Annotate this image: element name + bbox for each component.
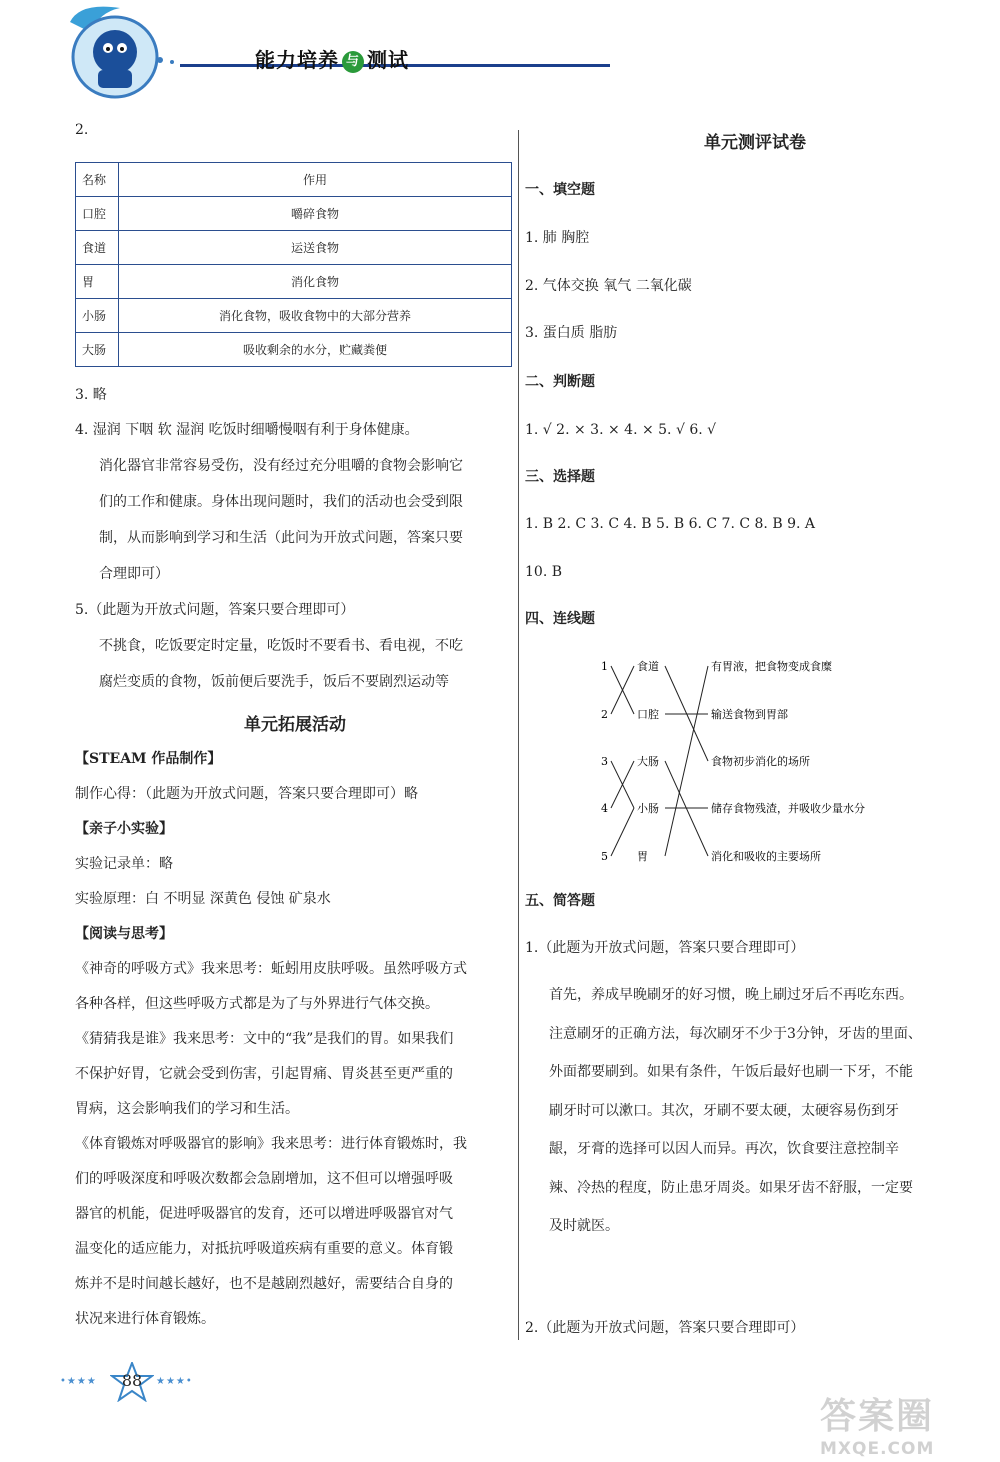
experiment-record: 实验记录单：略 (75, 856, 173, 872)
reading-line: 《猜猜我是谁》我来思考：文中的“我”是我们的胃。如果我们 (75, 1031, 454, 1047)
watermark-logo (820, 1388, 990, 1458)
header-title-right: 测试 (367, 48, 409, 72)
match-line (611, 808, 634, 856)
column-divider (518, 130, 519, 1340)
fill-answer: 1. 肺 胸腔 (525, 230, 590, 246)
table-cell: 胃 (76, 265, 119, 299)
reading-heading: 【阅读与思考】 (75, 926, 173, 942)
extension-title: 单元拓展活动 (244, 715, 346, 735)
match-function: 食物初步消化的场所 (711, 755, 810, 768)
match-number: 2 (601, 708, 608, 721)
fill-answer: 2. 气体交换 氧气 二氧化碳 (525, 278, 692, 294)
steam-text: 制作心得：（此题为开放式问题，答案只要合理即可）略 (75, 786, 418, 802)
table-cell: 运送食物 (119, 231, 512, 265)
short-line: 外面都要刷到。如果有条件，午饭后最好也刷一下牙，不能 (549, 1064, 913, 1080)
short-q1-answer (525, 976, 970, 1246)
header-title-left: 能力培养 (255, 48, 339, 72)
q3-answer: 3. 略 (75, 387, 107, 403)
choice-answers: 1. B 2. C 3. C 4. B 5. B 6. C 7. C 8. B 9. A (525, 516, 815, 532)
table-cell: 口腔 (76, 197, 119, 231)
table-cell: 大肠 (76, 333, 119, 367)
q4-line: 们的工作和健康。身体出现问题时，我们的活动也会受到限 (99, 494, 463, 510)
q4-line: 制，从而影响到学习和生活（此问为开放式问题，答案只要 (99, 530, 463, 546)
extension-section (75, 742, 515, 1337)
q4-line: 合理即可） (99, 566, 169, 582)
section-fill-heading: 一、填空题 (525, 182, 595, 198)
table-row (76, 197, 512, 231)
match-function: 输送食物到胃部 (711, 708, 788, 721)
q2-label: 2. (75, 122, 89, 138)
short-line: 刷牙时可以漱口。其次，牙刷不要太硬，太硬容易伤到牙 (549, 1102, 899, 1119)
match-organ: 大肠 (637, 755, 659, 768)
page-number-badge (60, 1362, 200, 1402)
match-function: 储存食物残渣，并吸收少量水分 (711, 802, 865, 815)
q5-line: 不挑食，吃饭要定时定量，吃饭时不要看书、看电视，不吃 (99, 638, 463, 654)
table-row (76, 299, 512, 333)
section-short-heading: 五、简答题 (525, 893, 595, 909)
matching-diagram (595, 650, 905, 870)
table-row (76, 231, 512, 265)
match-number: 1 (601, 660, 608, 673)
short-line: 及时就医。 (549, 1218, 619, 1234)
digestive-table (75, 162, 512, 367)
matching-lines (611, 666, 708, 856)
match-line (665, 666, 708, 856)
match-function: 有胃液，把食物变成食糜 (711, 660, 832, 673)
match-function: 消化和吸收的主要场所 (711, 850, 821, 863)
table-header-cell: 作用 (119, 163, 512, 197)
reading-line: 《体育锻炼对呼吸器官的影响》我来思考：进行体育锻炼时，我 (75, 1136, 467, 1152)
match-organ: 胃 (637, 850, 648, 863)
short-line: 注意刷牙的正确方法，每次刷牙不少于3分钟，牙齿的里面、 (549, 1025, 922, 1042)
star-dots-icon: •★★★ (60, 1376, 97, 1387)
table-header-cell: 名称 (76, 163, 119, 197)
table-row (76, 333, 512, 367)
reading-line: 温变化的适应能力，对抵抗呼吸道疾病有重要的意义。体育锻 (75, 1241, 453, 1257)
mascot-logo (60, 2, 190, 102)
experiment-principle: 实验原理：白 不明显 深黄色 侵蚀 矿泉水 (75, 891, 331, 907)
reading-line: 们的呼吸深度和呼吸次数都会急剧增加，这不但可以增强呼吸 (75, 1171, 453, 1187)
table-cell: 食道 (76, 231, 119, 265)
short-q2-note: 2.（此题为开放式问题，答案只要合理即可） (525, 1320, 805, 1336)
table-header-row (76, 163, 512, 197)
short-line: 龈，牙膏的选择可以因人而异。再次，饮食要注意控制辛 (549, 1141, 899, 1157)
header-title (255, 44, 409, 73)
reading-line: 各种各样，但这些呼吸方式都是为了与外界进行气体交换。 (75, 996, 439, 1012)
match-organ: 口腔 (637, 708, 659, 721)
judge-answers: 1. √ 2. × 3. × 4. × 5. √ 6. √ (525, 422, 717, 438)
section-connect-heading: 四、连线题 (525, 611, 595, 627)
watermark-brand: 答案圈 (820, 1396, 935, 1437)
table-cell: 嚼碎食物 (119, 197, 512, 231)
q5-line: 5.（此题为开放式问题，答案只要合理即可） (75, 602, 355, 618)
q5-answer (75, 592, 515, 700)
table-row (76, 265, 512, 299)
watermark-domain: MXQE.COM (820, 1439, 935, 1459)
match-number: 4 (601, 802, 608, 815)
section-choice-heading: 三、选择题 (525, 469, 595, 485)
reading-line: 炼并不是时间越长越好，也不是越剧烈越好，需要结合自身的 (75, 1276, 453, 1292)
short-q1-note: 1.（此题为开放式问题，答案只要合理即可） (525, 940, 805, 956)
section-judge-heading: 二、判断题 (525, 374, 595, 390)
page-number: 88 (121, 1371, 143, 1390)
reading-line: 《神奇的呼吸方式》我来思考：蚯蚓用皮肤呼吸。虽然呼吸方式 (75, 961, 467, 977)
table-cell: 消化食物，吸收食物中的大部分营养 (119, 299, 512, 333)
reading-line: 状况来进行体育锻炼。 (75, 1311, 215, 1327)
q4-answer (75, 412, 515, 592)
q5-line: 腐烂变质的食物，饭前便后要洗手，饭后不要剧烈运动等 (99, 674, 449, 690)
q4-line: 4. 湿润 下咽 软 湿润 吃饭时细嚼慢咽有利于身体健康。 (75, 422, 419, 438)
reading-line: 不保护好胃，它就会受到伤害，引起胃痛、胃炎甚至更严重的 (75, 1066, 453, 1082)
steam-heading: 【STEAM 作品制作】 (75, 751, 222, 767)
experiment-heading: 【亲子小实验】 (75, 821, 173, 837)
reading-line: 胃病，这会影响我们的学习和生活。 (75, 1101, 299, 1117)
test-title: 单元测评试卷 (704, 133, 806, 153)
choice-answers: 10. B (525, 564, 563, 580)
header-title-mid: 与 (342, 51, 364, 73)
match-organ: 小肠 (637, 802, 659, 815)
reading-line: 器官的机能，促进呼吸器官的发育，还可以增进呼吸器官对气 (75, 1206, 453, 1222)
fill-answer: 3. 蛋白质 脂肪 (525, 325, 618, 341)
match-number: 5 (601, 850, 608, 863)
match-organ: 食道 (637, 660, 659, 673)
table-cell: 吸收剩余的水分，贮藏粪便 (119, 333, 512, 367)
match-number: 3 (601, 755, 608, 768)
table-cell: 消化食物 (119, 265, 512, 299)
star-dots-icon: ★★★• (156, 1376, 193, 1387)
short-line: 辣、冷热的程度，防止患牙周炎。如果牙齿不舒服，一定要 (549, 1179, 913, 1196)
q4-line: 消化器官非常容易受伤，没有经过充分咀嚼的食物会影响它 (99, 458, 463, 474)
table-cell: 小肠 (76, 299, 119, 333)
short-line: 首先，养成早晚刷牙的好习惯，晚上刷过牙后不再吃东西。 (549, 987, 913, 1003)
